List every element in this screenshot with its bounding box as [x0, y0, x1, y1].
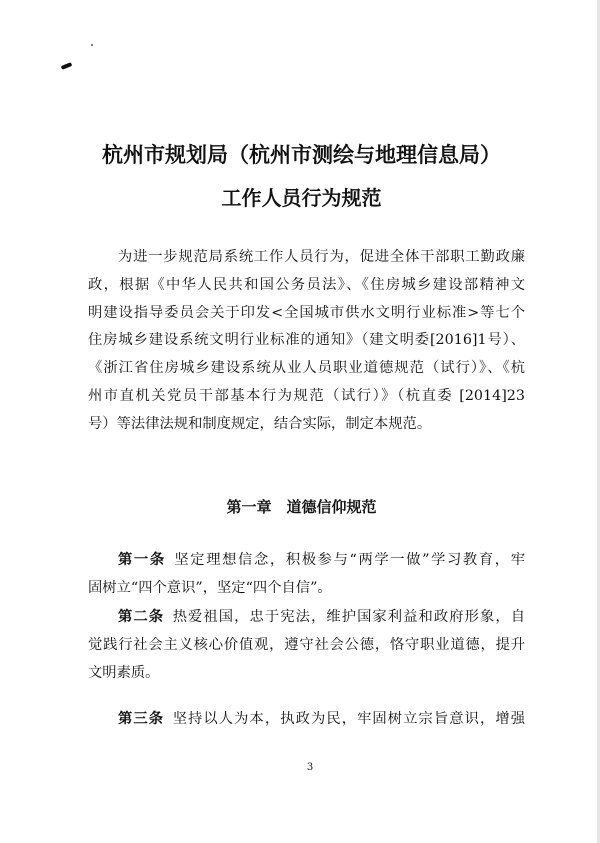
article-line: 文明素质。 — [88, 665, 160, 681]
preamble-paragraph — [88, 244, 525, 439]
article-label: 第三条 — [118, 711, 165, 728]
page-number: 3 — [306, 762, 314, 773]
article-1 — [88, 546, 525, 603]
chapter-heading: 第一章 道德信仰规范 — [226, 498, 377, 516]
preamble-line: 住房城乡建设系统文明行业标准的通知》（建文明委[2016]1号）、 — [88, 332, 525, 349]
article-2 — [88, 603, 525, 688]
article-line — [88, 603, 525, 631]
preamble-line: 《浙江省住房城乡建设系统从业人员职业道德规范（试行）》、《杭 — [88, 360, 525, 377]
articles-section — [88, 546, 525, 734]
article-label: 第一条 — [118, 552, 166, 568]
preamble-line: 号）等法律法规和制度规定，结合实际，制定本规范。 — [88, 415, 432, 432]
preamble-line: 政，根据《中华人民共和国公务员法》、《住房城乡建设部精神文 — [88, 276, 525, 293]
document-title: 杭州市规划局（杭州市测绘与地理信息局） — [102, 142, 501, 167]
article-line: 固树立“四个意识”，坚定“四个自信”。 — [88, 580, 332, 597]
article-text: 热爱祖国，忠于宪法，维护国家利益和政府形象，自 — [172, 608, 526, 625]
preamble-line: 明建设指导委员会关于印发<全国城市供水文明行业标准>等七个 — [88, 304, 525, 321]
preamble-line: 州市直机关党员干部基本行为规范（试行）》（杭直委 [2014]23 — [88, 387, 525, 404]
scan-mark-dot — [91, 44, 93, 46]
article-line — [88, 705, 525, 733]
document-subtitle: 工作人员行为规范 — [221, 186, 382, 210]
preamble-line: 为进一步规范局系统工作人员行为，促进全体干部职工勤政廉 — [118, 249, 525, 265]
article-label: 第二条 — [118, 608, 165, 625]
article-text: 坚定理想信念，积极参与“两学一做”学习教育，牢 — [174, 552, 526, 568]
article-text: 坚持以人为本，执政为民，牢固树立宗旨意识，增强 — [172, 711, 526, 728]
scan-mark-dash — [61, 62, 73, 70]
article-line: 觉践行社会主义核心价值观，遵守社会公德，恪守职业道德，提升 — [88, 636, 525, 653]
article-3 — [88, 705, 525, 733]
article-line — [88, 546, 525, 574]
